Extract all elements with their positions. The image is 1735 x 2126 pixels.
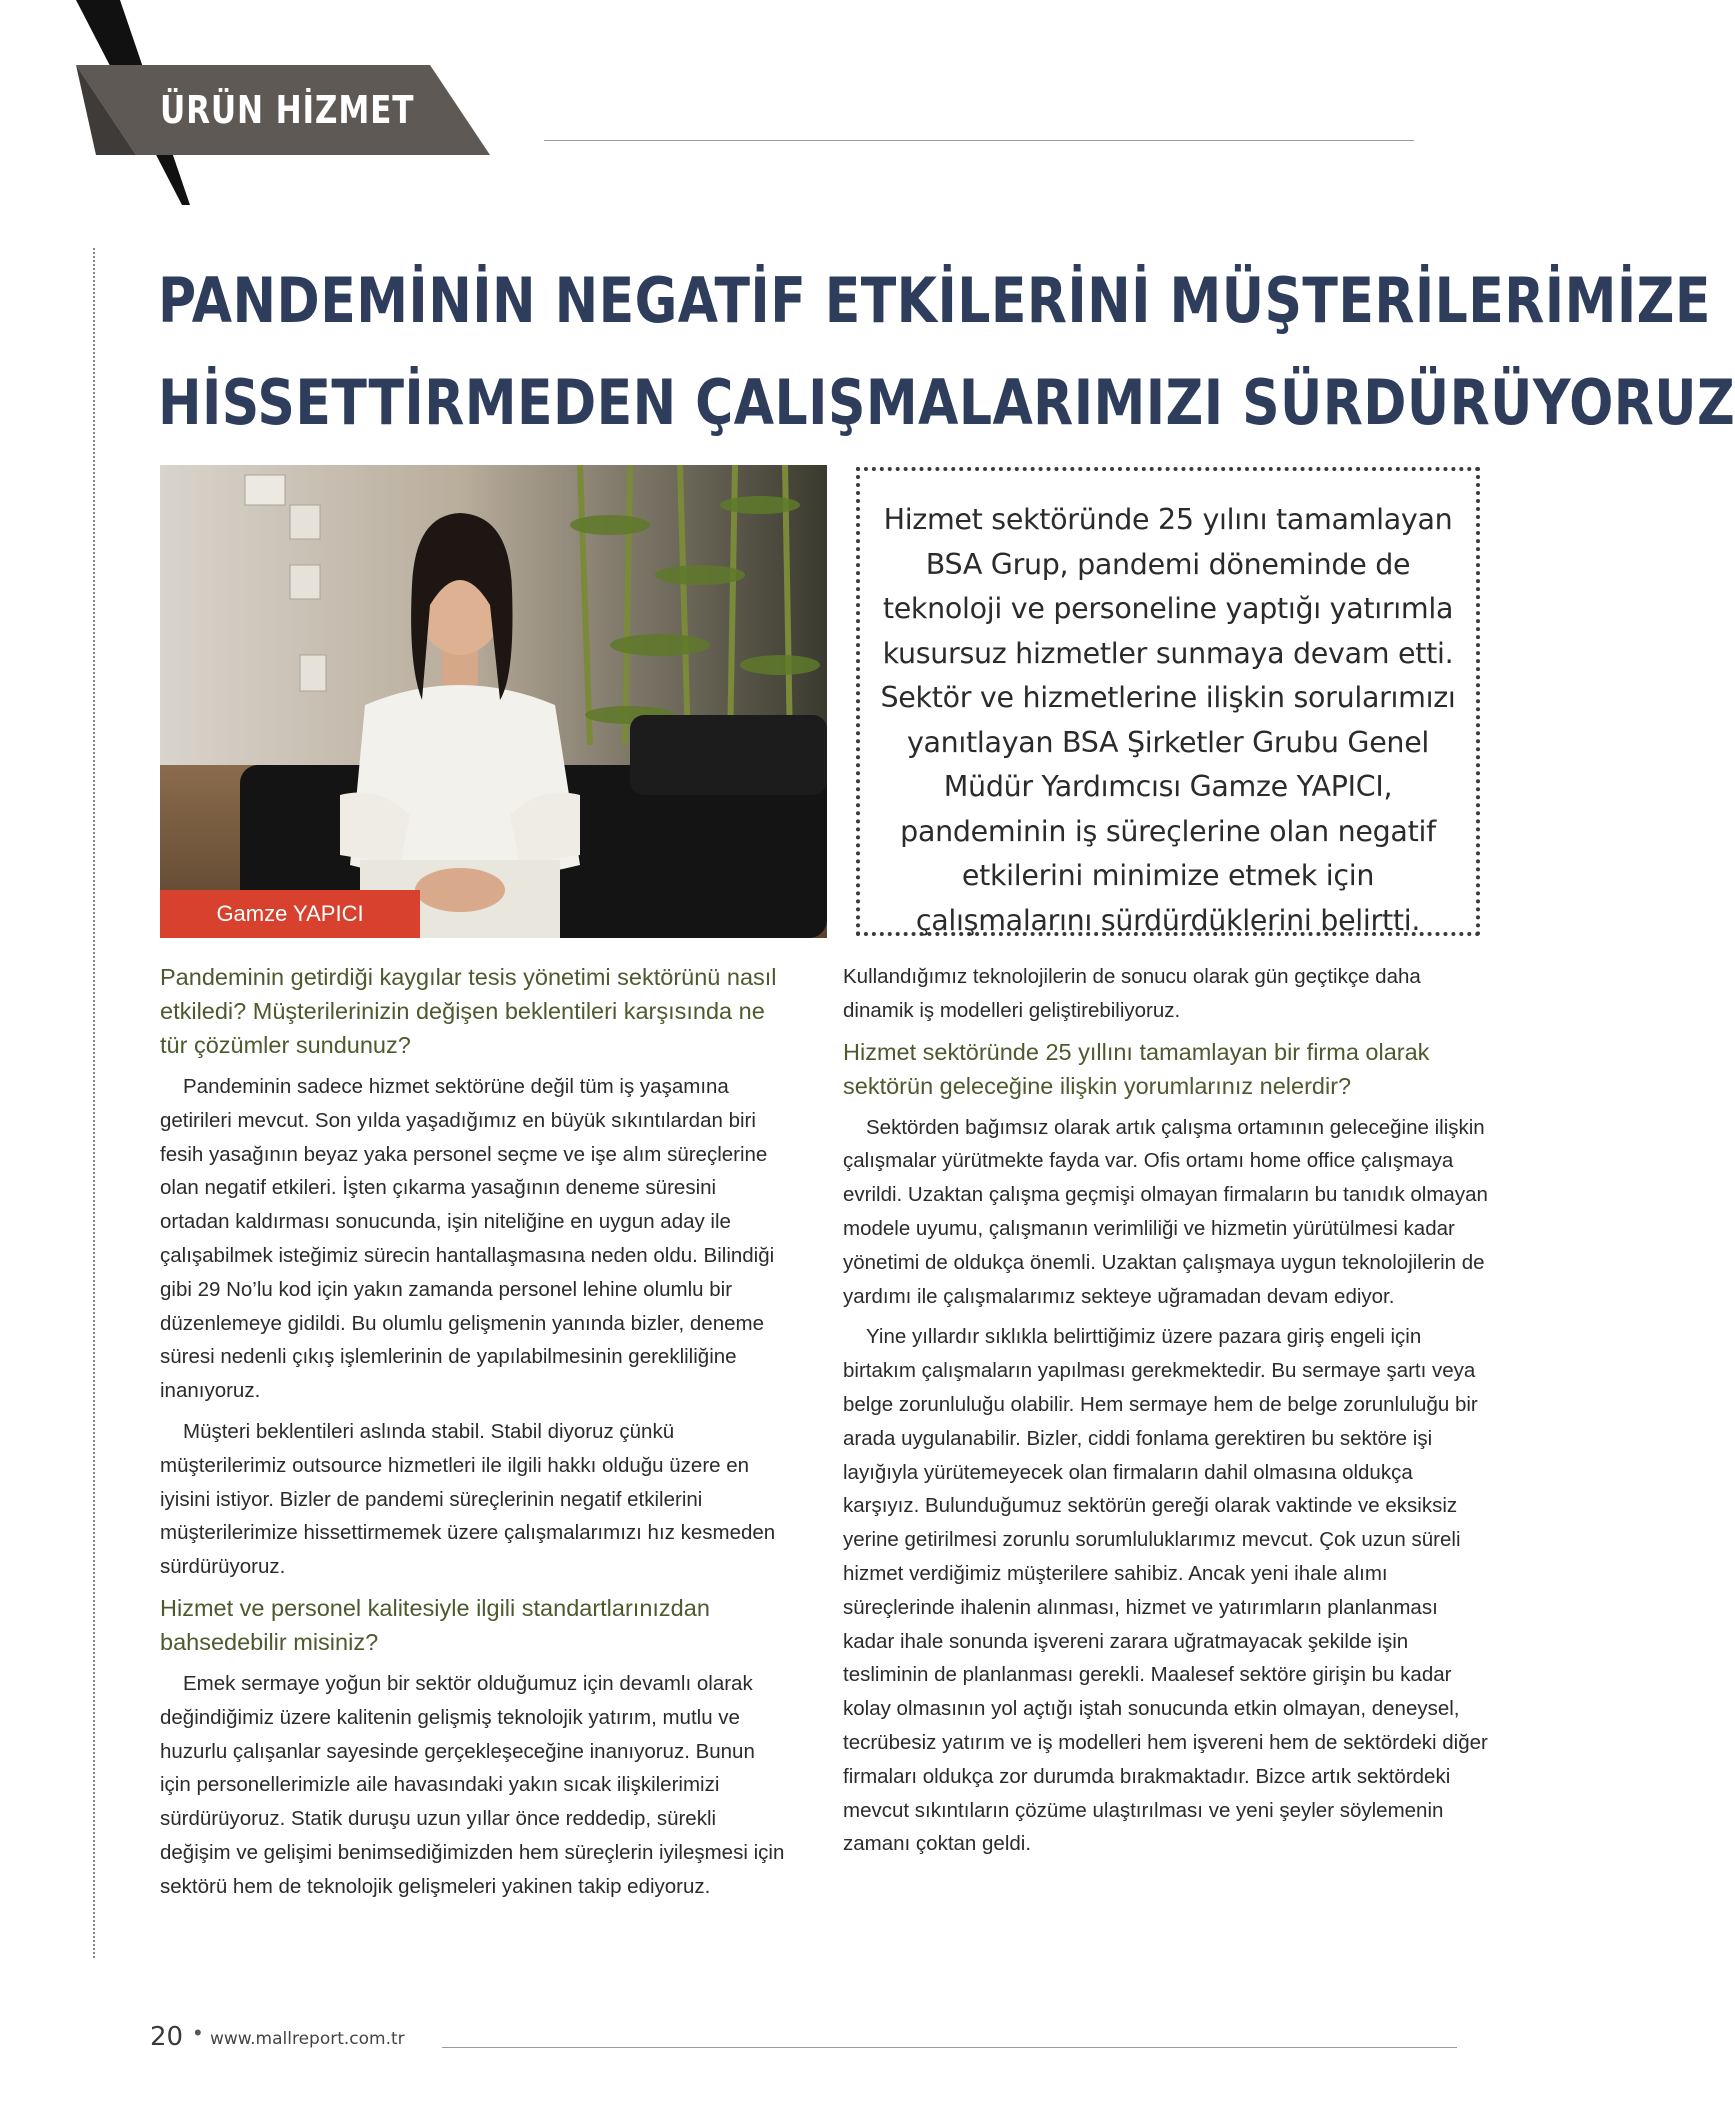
header-rule xyxy=(544,140,1414,141)
answer-paragraph: Emek sermaye yoğun bir sektör olduğumuz için devamlı olarak değindiğimiz üzere kalitenin gelişmiş teknolojik yatırım, mutlu ve huzurlu çalışanlar sayesinde gerçekleşeceğine inanıyoruz. Bunun için personellerimizle aile havasındaki yakın sıcak ilişkilerimizi sürdürüyoruz. Statik duruşu uzun yıllar önce reddedip, sürekli değişim ve gelişimi benimsediğimizden hem süreçlerin iyileşmesi için sektörü hem de teknolojik gelişmeleri yakinen takip ediyoruz. xyxy=(160,1671,785,1898)
answer-paragraph: Yine yıllardır sıklıkla belirttiğimiz üzere pazara giriş engeli için birtakım çalışmaların yapılması gerekmektedir. Bu sermaye şartı veya belge zorunluluğu olabilir. Hem sermaye hem de belge zorunluluğu bir arada uygulanabilir. Bizler, ciddi fonlama gerektiren bu sektöre işi layığıyla yürütemeyecek olan firmaların dahil olmasına oldukça karşıyız. Bulunduğumuz sektörün gereği olarak vaktinde ve eksiksiz yerine getirilmesi zorunlu sorumluluklarımız mevcut. Çok uzun süreli hizmet verdiğimiz müşterilere sahibiz. Ancak yeni ihale alımı süreçlerinde ihalenin alınması, hizmet ve yatırımların planlanması kadar ihale sonunda işvereni zarara uğratmayacak şekilde işin tesliminin de planlanması gerekli. Maalesef sektöre girişin bu kadar kolay olmasının yol açtığı iştah sonucunda etkin olmayan, deneysel, tecrübesiz yatırım ve iş modelleri hem işvereni hem de sektördeki diğer firmaları oldukça zor durumda bırakmaktadır. Bizce artık sektördeki mevcut sıkıntıların çözüme ulaştırılması ve yeni şeyler söylemenin zamanı çoktan geldi. xyxy=(843,1325,1488,1856)
footer-separator: • xyxy=(194,2020,202,2045)
headline-line-2: HİSSETTİRMEDEN ÇALIŞMALARIMIZI SÜRDÜRÜYORUZ xyxy=(158,366,1735,439)
question-2: Hizmet ve personel kalitesiyle ilgili standartlarınızdan bahsedebilir misiniz? xyxy=(160,1594,710,1655)
left-dotted-margin-line xyxy=(93,248,95,1958)
question-1: Pandeminin getirdiği kaygılar tesis yönetimi sektörünü nasıl etkiledi? Müşterilerinizin değişen beklentileri karşısında ne tür çözümler sundunuz? xyxy=(160,964,777,1058)
left-column xyxy=(160,960,790,1911)
portrait-photo xyxy=(160,465,827,938)
intro-text: Hizmet sektöründe 25 yılını tamamlayan BSA Grup, pandemi döneminde de teknoloji ve personeline yaptığı yatırımla kusursuz hizmetler sunmaya devam etti. Sektör ve hizmetlerine ilişkin sorularımızı yanıtlayan BSA Şirketler Grubu Genel Müdür Yardımcısı Gamze YAPICI, pandeminin iş süreçlerine olan negatif etkilerini minimize etmek için çalışmalarını sürdürdüklerini belirtti. xyxy=(880,503,1456,937)
photo-caption: Gamze YAPICI xyxy=(160,890,420,938)
portrait-illustration xyxy=(160,465,827,938)
article-headline xyxy=(158,250,1735,454)
website-link[interactable]: www.mallreport.com.tr xyxy=(210,2029,405,2049)
answer-paragraph: Kullandığımız teknolojilerin de sonucu olarak gün geçtikçe daha dinamik iş modelleri geliştirebiliyoruz. xyxy=(843,965,1421,1022)
page-number: 20 xyxy=(150,2022,184,2052)
answer-paragraph: Pandeminin sadece hizmet sektörüne değil tüm iş yaşamına getirileri mevcut. Son yılda yaşadığımız en büyük sıkıntılardan biri fesih yasağının beyaz yaka personel seçme ve işe alım süreçlerine olan negatif etkileri. İşten çıkarma yasağının deneme süresini ortadan kaldırması sonucunda, işin niteliğine en uygun aday ile çalışabilmek isteğimiz sürecin hantallaşmasına neden oldu. Bilindiği gibi 29 No’lu kod için yakın zamanda personel lehine olumlu bir düzenlemeye gidildi. Bu olumlu gelişmenin yanında bizler, deneme süresi nedenli çıkış işlemlerinin de yapılabilmesinin gerekliliğine inanıyoruz. xyxy=(160,1075,775,1403)
headline-line-1: PANDEMİNİN NEGATİF ETKİLERİNİ MÜŞTERİLERİMİZE xyxy=(158,264,1711,337)
section-label: ÜRÜN HİZMET xyxy=(160,88,415,132)
footer-rule xyxy=(442,2047,1457,2048)
question-3: Hizmet sektöründe 25 yıllını tamamlayan bir firma olarak sektörün geleceğine ilişkin yorumlarınız nelerdir? xyxy=(843,1038,1430,1099)
answer-paragraph: Sektörden bağımsız olarak artık çalışma ortamının geleceğine ilişkin çalışmalar yürütmekte fayda var. Ofis ortamı home office çalışmaya evrildi. Uzaktan çalışma geçmişi olmayan firmaların bu tanıdık olmayan modele uyumu, çalışmanın verimliliği ve hizmetin yürütülmesi kadar yönetimi de oldukça önemli. Uzaktan çalışmaya uygun teknolojilerin de yardımı ile çalışmalarımız sekteye uğramadan devam ediyor. xyxy=(843,1115,1488,1308)
right-column xyxy=(843,960,1493,1868)
answer-paragraph: Müşteri beklentileri aslında stabil. Stabil diyoruz çünkü müşterilerimiz outsource hizmetleri ile ilgili hakkı olduğu üzere en iyisini istiyor. Bizler de pandemi süreçlerinin negatif etkilerini müşterilerimize hissettirmemek üzere çalışmalarımızı hız kesmeden sürdürüyoruz. xyxy=(160,1419,776,1579)
